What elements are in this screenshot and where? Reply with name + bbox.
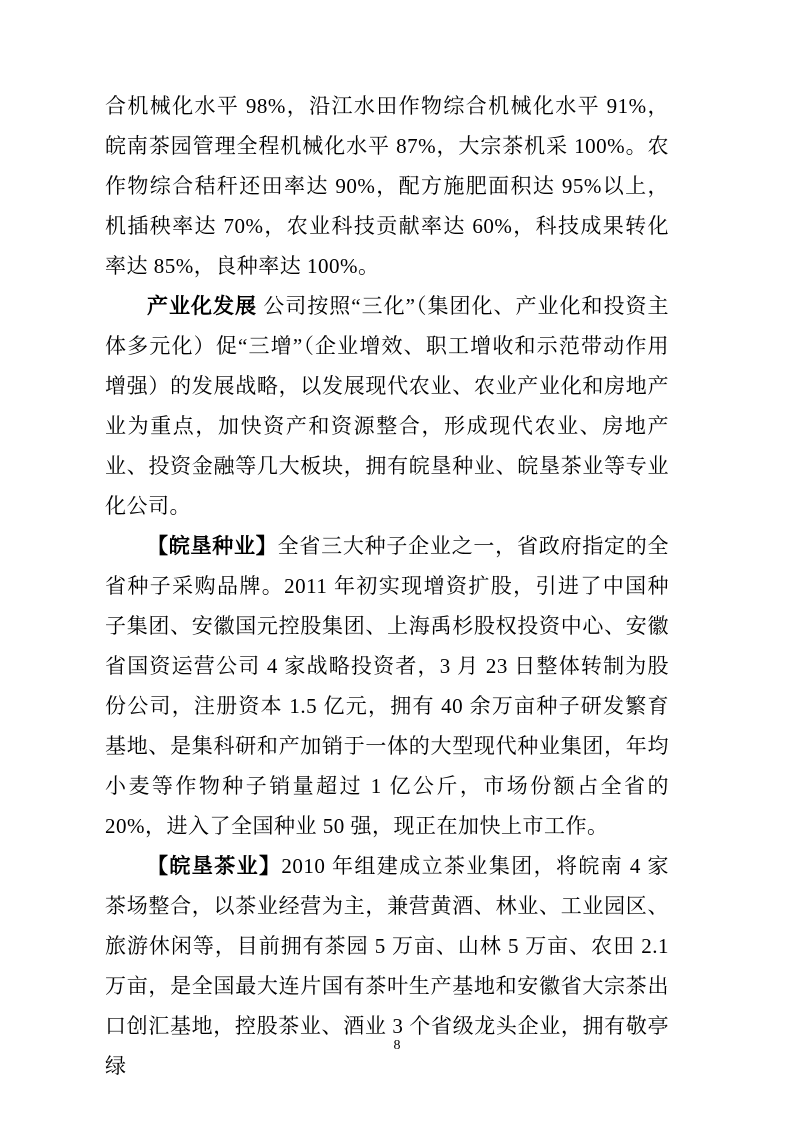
paragraph-text: 公司按照“三化”（集团化、产业化和投资主体多元化）促“三增”（企业增效、职工增收和示范带动作用增强）的发展战略，以发展现代农业、农业产业化和房地产业为重点，加快资产和资源整合，形成现代农业、房地产业、投资金融等几大板块，拥有皖垦种业、皖垦茶业等专业化公司。 bbox=[105, 294, 670, 518]
run-heading-industrialization: 产业化发展 bbox=[147, 294, 258, 318]
paragraph-text: 合机械化水平 98%，沿江水田作物综合机械化水平 91%，皖南茶园管理全程机械化水平 87%，大宗茶机采 100%。农作物综合秸秆还田率达 90%，配方施肥面积达 95%以上，机插秧率达 70%，农业科技贡献率达 60%，科技成果转化率达 85%，良种率达 100%。 bbox=[105, 94, 670, 278]
run-heading-wanken-tea: 【皖垦茶业】 bbox=[147, 854, 282, 878]
run-heading-wanken-seed: 【皖垦种业】 bbox=[147, 534, 278, 558]
paragraph-mechanization-stats bbox=[105, 86, 669, 286]
paragraph-industrialization bbox=[105, 286, 669, 526]
paragraph-text: 2010 年组建成立茶业集团，将皖南 4 家茶场整合，以茶业经营为主，兼营黄酒、林业、工业园区、旅游休闲等，目前拥有茶园 5 万亩、山林 5 万亩、农田 2.1 万亩，是全国最大连片国有茶叶生产基地和安徽省大宗茶出口创汇基地，控股茶业、酒业 3 个省级龙头企业，拥有敬亭绿 bbox=[105, 854, 670, 1078]
paragraph-wanken-seed bbox=[105, 526, 669, 846]
paragraph-text: 全省三大种子企业之一，省政府指定的全省种子采购品牌。2011 年初实现增资扩股，引进了中国种子集团、安徽国元控股集团、上海禹杉股权投资中心、安徽省国资运营公司 4 家战略投资者，3 月 23 日整体转制为股份公司，注册资本 1.5 亿元，拥有 40 余万亩种子研发繁育基地、是集科研和产加销于一体的大型现代种业集团，年均小麦等作物种子销量超过 1 亿公斤，市场份额占全省的 20%，进入了全国种业 50 强，现正在加快上市工作。 bbox=[105, 534, 670, 838]
page-number: 8 bbox=[393, 1038, 401, 1053]
page-text-body bbox=[105, 86, 669, 1086]
